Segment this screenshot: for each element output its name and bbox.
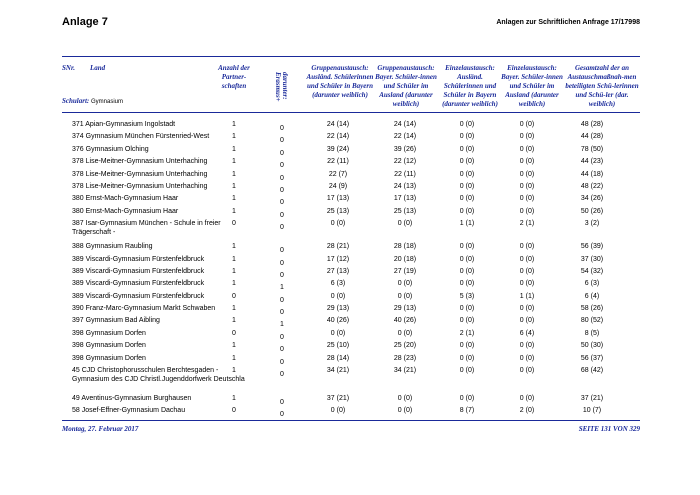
school-name: 397 Gymnasium Bad Aibling: [72, 317, 160, 325]
table-row: [62, 132, 642, 144]
group-outgoing-value: 22 (11): [394, 170, 416, 178]
group-outgoing-value: 20 (18): [393, 255, 417, 263]
schulart-value: Gymnasium: [90, 99, 123, 105]
total-value: 44 (23): [580, 158, 604, 166]
group-incoming-value: 25 (10): [326, 342, 350, 350]
partnerships-count: 0: [232, 220, 236, 228]
erasmus-count: 0: [280, 162, 284, 170]
individual-outgoing-value: 0 (0): [519, 133, 535, 141]
school-name: 388 Gymnasium Raubling: [72, 243, 153, 251]
total-value: 3 (2): [584, 220, 600, 228]
erasmus-count: 0: [280, 346, 284, 354]
group-outgoing-value: 22 (14): [393, 133, 417, 141]
group-outgoing-value: 0 (0): [397, 407, 413, 415]
individual-outgoing-value: 0 (0): [519, 207, 535, 215]
total-value: 37 (21): [580, 395, 604, 403]
table-row: [62, 207, 642, 219]
individual-outgoing-value: 0 (0): [519, 342, 535, 350]
school-name: 378 Lise-Meitner-Gymnasium Unterhaching: [72, 170, 208, 178]
total-value: 50 (30): [580, 342, 604, 350]
individual-outgoing-value: 0 (0): [519, 121, 535, 128]
individual-incoming-value: 0 (0): [459, 305, 475, 313]
footer-page-number: SEITE 131 VON 329: [578, 425, 640, 433]
individual-incoming-value: 0 (0): [459, 121, 475, 128]
total-value: 8 (5): [584, 329, 600, 337]
partnerships-count: 1: [232, 395, 236, 403]
individual-outgoing-value: 0 (0): [519, 305, 535, 313]
group-outgoing-value: 22 (12): [393, 158, 417, 166]
erasmus-count: 1: [280, 284, 284, 292]
erasmus-count: 0: [280, 333, 284, 341]
partnerships-count: 1: [232, 267, 236, 275]
partnerships-count: 1: [232, 182, 236, 190]
group-outgoing-value: 25 (20): [393, 342, 417, 350]
individual-incoming-value: 0 (0): [459, 395, 475, 403]
total-value: 56 (37): [580, 354, 604, 362]
group-outgoing-value: 24 (14): [393, 121, 417, 128]
school-name: 389 Viscardi-Gymnasium Fürstenfeldbruck: [72, 255, 205, 263]
total-value: 54 (32): [580, 267, 604, 275]
erasmus-count: 0: [280, 371, 284, 379]
individual-incoming-value: 1 (1): [459, 220, 475, 228]
school-name: 49 Aventinus-Gymnasium Burghausen: [72, 395, 192, 403]
group-outgoing-value: 0 (0): [397, 329, 413, 337]
schulart-label: Schulart:: [62, 97, 90, 105]
erasmus-count: 0: [280, 199, 284, 207]
individual-incoming-value: 0 (0): [459, 207, 475, 215]
schulart-header: [62, 97, 182, 107]
individual-outgoing-value: 1 (1): [519, 292, 535, 300]
school-name: 58 Josef-Effner-Gymnasium Dachau: [72, 407, 186, 415]
table-row: [62, 120, 642, 132]
group-outgoing-value: 0 (0): [397, 280, 413, 288]
col-group-outgoing-header: Gruppenaustausch: Bayer. Schüler-innen und Schüler im Ausland (darunter weiblich): [375, 64, 437, 108]
table-row: [62, 304, 642, 316]
group-outgoing-value: 0 (0): [397, 292, 413, 300]
total-value: 56 (39): [580, 243, 604, 251]
total-value: 6 (4): [584, 292, 600, 300]
school-name: 45 CJD Christophorusschulen Berchtesgaden - Gymnasium des CJD Christl.Jugenddorfwerk Deutschla: [72, 367, 245, 384]
total-value: 78 (50): [580, 145, 604, 153]
group-incoming-value: 22 (14): [326, 133, 350, 141]
individual-outgoing-value: 0 (0): [519, 280, 535, 288]
school-name: 371 Apian-Gymnasium Ingolstadt: [72, 121, 176, 128]
erasmus-count: 1: [280, 321, 284, 329]
total-value: 44 (18): [580, 170, 604, 178]
table-row: [62, 341, 642, 353]
total-value: 6 (3): [584, 280, 600, 288]
school-name: 390 Franz-Marc-Gymnasium Markt Schwaben: [72, 305, 216, 313]
partnerships-count: 1: [232, 342, 236, 350]
individual-incoming-value: 0 (0): [459, 367, 475, 375]
total-value: 48 (22): [580, 182, 604, 190]
table-row: [62, 157, 642, 169]
individual-incoming-value: 0 (0): [459, 280, 475, 288]
group-outgoing-value: 27 (19): [393, 267, 417, 275]
individual-outgoing-value: 0 (0): [519, 195, 535, 203]
school-name: 389 Viscardi-Gymnasium Fürstenfeldbruck: [72, 267, 205, 275]
total-value: 50 (26): [580, 207, 604, 215]
partnerships-count: 1: [232, 207, 236, 215]
individual-incoming-value: 0 (0): [459, 170, 475, 178]
table-row: [62, 316, 642, 328]
erasmus-count: 0: [280, 358, 284, 366]
group-outgoing-value: 40 (26): [393, 317, 417, 325]
partnerships-count: 1: [232, 354, 236, 362]
individual-outgoing-value: 0 (0): [519, 145, 535, 153]
table-row: [62, 170, 642, 182]
total-value: 80 (52): [580, 317, 604, 325]
group-incoming-value: 27 (13): [326, 267, 350, 275]
school-name: 398 Gymnasium Dorfen: [72, 342, 146, 350]
group-outgoing-value: 25 (13): [393, 207, 417, 215]
school-table: [62, 120, 642, 419]
group-incoming-value: 6 (3): [330, 280, 346, 288]
partnerships-count: 0: [232, 292, 236, 300]
table-row: [62, 182, 642, 194]
group-incoming-value: 24 (9): [328, 182, 348, 190]
group-incoming-value: 37 (21): [326, 395, 350, 403]
table-row: [62, 267, 642, 279]
footer-date: Montag, 27. Februar 2017: [62, 425, 139, 433]
school-name: 374 Gymnasium München Fürstenried-West: [72, 133, 210, 141]
partnerships-count: 1: [232, 255, 236, 263]
individual-incoming-value: 0 (0): [459, 255, 475, 263]
individual-incoming-value: 0 (0): [459, 195, 475, 203]
group-incoming-value: 39 (24): [326, 145, 350, 153]
school-name: 389 Viscardi-Gymnasium Fürstenfeldbruck: [72, 292, 205, 300]
col-individual-outgoing-header: Einzelaustausch: Bayer. Schüler-innen und Schüler im Ausland (darunter weiblich): [501, 64, 563, 108]
partnerships-count: 1: [232, 317, 236, 325]
individual-outgoing-value: 6 (4): [519, 329, 535, 337]
group-incoming-value: 25 (13): [326, 207, 350, 215]
table-row: [62, 292, 642, 304]
col-individual-incoming-header: Einzelaustausch: Ausländ. Schülerinnen und Schüler in Bayern (darunter weiblich): [442, 64, 498, 108]
group-incoming-value: 34 (21): [326, 367, 350, 375]
group-outgoing-value: 0 (0): [397, 395, 413, 403]
individual-incoming-value: 0 (0): [459, 243, 475, 251]
table-row: [62, 354, 642, 366]
col-total-header: Gesamtzahl der an Austauschmaßnah-men beteiligten Schü-lerinnen und Schü-ler (dar. weiblich): [565, 64, 639, 108]
individual-outgoing-value: 0 (0): [519, 395, 535, 403]
erasmus-count: 0: [280, 271, 284, 279]
individual-incoming-value: 0 (0): [459, 182, 475, 190]
individual-outgoing-value: 0 (0): [519, 255, 535, 263]
school-name: 389 Viscardi-Gymnasium Fürstenfeldbruck: [72, 280, 205, 288]
individual-incoming-value: 2 (1): [459, 329, 475, 337]
group-incoming-value: 24 (14): [326, 121, 350, 128]
individual-outgoing-value: 0 (0): [519, 354, 535, 362]
col-erasmus-header: darunter: Erasmus+: [274, 72, 289, 102]
individual-incoming-value: 5 (3): [459, 292, 475, 300]
table-row: [62, 145, 642, 157]
table-row: [62, 394, 642, 406]
erasmus-count: 0: [280, 224, 284, 232]
table-row: [62, 219, 642, 240]
school-name: 380 Ernst-Mach-Gymnasium Haar: [72, 195, 179, 203]
footer-rule: [62, 420, 640, 421]
partnerships-count: 0: [232, 407, 236, 415]
header-top-rule: [62, 56, 640, 57]
partnerships-count: 1: [232, 367, 236, 375]
erasmus-count: 0: [280, 137, 284, 145]
individual-incoming-value: 0 (0): [459, 354, 475, 362]
partnerships-count: 1: [232, 133, 236, 141]
partnerships-count: 0: [232, 329, 236, 337]
annex-title: Anlage 7: [62, 16, 108, 28]
group-outgoing-value: 28 (18): [393, 243, 417, 251]
school-name: 378 Lise-Meitner-Gymnasium Unterhaching: [72, 158, 208, 166]
partnerships-count: 1: [232, 280, 236, 288]
individual-outgoing-value: 0 (0): [519, 317, 535, 325]
school-name: 398 Gymnasium Dorfen: [72, 354, 146, 362]
erasmus-count: 0: [280, 247, 284, 255]
total-value: 48 (28): [580, 121, 604, 128]
partnerships-count: 1: [232, 243, 236, 251]
group-incoming-value: 17 (13): [326, 195, 350, 203]
group-incoming-value: 29 (13): [326, 305, 350, 313]
col-partner-header: Anzahl der Partner-schaften: [218, 64, 250, 90]
table-row: [62, 194, 642, 206]
table-row: [62, 329, 642, 341]
individual-incoming-value: 0 (0): [459, 342, 475, 350]
individual-incoming-value: 0 (0): [459, 317, 475, 325]
group-incoming-value: 40 (26): [326, 317, 350, 325]
individual-incoming-value: 8 (7): [459, 407, 475, 415]
group-outgoing-value: 29 (13): [393, 305, 417, 313]
table-row: [62, 366, 642, 394]
partnerships-count: 1: [232, 305, 236, 313]
erasmus-count: 0: [280, 186, 284, 194]
group-outgoing-value: 28 (23): [393, 354, 417, 362]
group-incoming-value: 22 (7): [328, 170, 348, 178]
total-value: 37 (30): [580, 255, 604, 263]
erasmus-count: 0: [280, 211, 284, 219]
partnerships-count: 1: [232, 195, 236, 203]
total-value: 10 (7): [582, 407, 602, 415]
partnerships-count: 1: [232, 121, 236, 128]
erasmus-count: 0: [280, 309, 284, 317]
total-value: 34 (26): [580, 195, 604, 203]
group-incoming-value: 0 (0): [330, 292, 346, 300]
erasmus-count: 0: [280, 149, 284, 157]
erasmus-count: 0: [280, 411, 284, 419]
individual-incoming-value: 0 (0): [459, 267, 475, 275]
individual-incoming-value: 0 (0): [459, 133, 475, 141]
individual-incoming-value: 0 (0): [459, 158, 475, 166]
group-outgoing-value: 34 (21): [393, 367, 417, 375]
group-incoming-value: 0 (0): [330, 220, 346, 228]
erasmus-count: 0: [280, 399, 284, 407]
group-outgoing-value: 0 (0): [397, 220, 413, 228]
school-name: 387 Isar-Gymnasium München - Schule in freier Trägerschaft -: [72, 220, 221, 237]
total-value: 68 (42): [580, 367, 604, 375]
group-outgoing-value: 39 (26): [393, 145, 417, 153]
group-incoming-value: 28 (21): [326, 243, 350, 251]
col-land-header: Land: [90, 64, 106, 72]
partnerships-count: 1: [232, 170, 236, 178]
erasmus-count: 0: [280, 296, 284, 304]
erasmus-count: 0: [280, 174, 284, 182]
group-outgoing-value: 24 (13): [393, 182, 417, 190]
group-incoming-value: 0 (0): [330, 329, 346, 337]
partnerships-count: 1: [232, 145, 236, 153]
group-incoming-value: 0 (0): [330, 407, 346, 415]
group-outgoing-value: 17 (13): [393, 195, 417, 203]
table-row: [62, 406, 642, 418]
school-name: 380 Ernst-Mach-Gymnasium Haar: [72, 207, 179, 215]
col-snr-header: SNr.: [62, 64, 76, 72]
school-name: 376 Gymnasium Olching: [72, 145, 149, 153]
total-value: 44 (28): [580, 133, 604, 141]
individual-outgoing-value: 0 (0): [519, 267, 535, 275]
individual-outgoing-value: 0 (0): [519, 243, 535, 251]
individual-outgoing-value: 0 (0): [519, 367, 535, 375]
individual-incoming-value: 0 (0): [459, 145, 475, 153]
table-row: [62, 279, 642, 291]
group-incoming-value: 28 (14): [326, 354, 350, 362]
individual-outgoing-value: 2 (0): [519, 407, 535, 415]
individual-outgoing-value: 0 (0): [519, 158, 535, 166]
header-bottom-rule: [62, 112, 640, 113]
individual-outgoing-value: 0 (0): [519, 170, 535, 178]
document-reference: Anlagen zur Schriftlichen Anfrage 17/17998: [496, 19, 640, 26]
group-incoming-value: 22 (11): [327, 158, 349, 166]
school-name: 378 Lise-Meitner-Gymnasium Unterhaching: [72, 182, 208, 190]
erasmus-count: 0: [280, 125, 284, 132]
partnerships-count: 1: [232, 158, 236, 166]
individual-outgoing-value: 2 (1): [519, 220, 535, 228]
table-row: [62, 242, 642, 254]
col-group-incoming-header: Gruppenaustausch: Ausländ. Schülerinnen und Schüler in Bayern (darunter weiblich): [306, 64, 374, 99]
total-value: 58 (26): [580, 305, 604, 313]
table-row: [62, 255, 642, 267]
school-name: 398 Gymnasium Dorfen: [72, 329, 146, 337]
individual-outgoing-value: 0 (0): [519, 182, 535, 190]
group-incoming-value: 17 (12): [326, 255, 350, 263]
erasmus-count: 0: [280, 259, 284, 267]
